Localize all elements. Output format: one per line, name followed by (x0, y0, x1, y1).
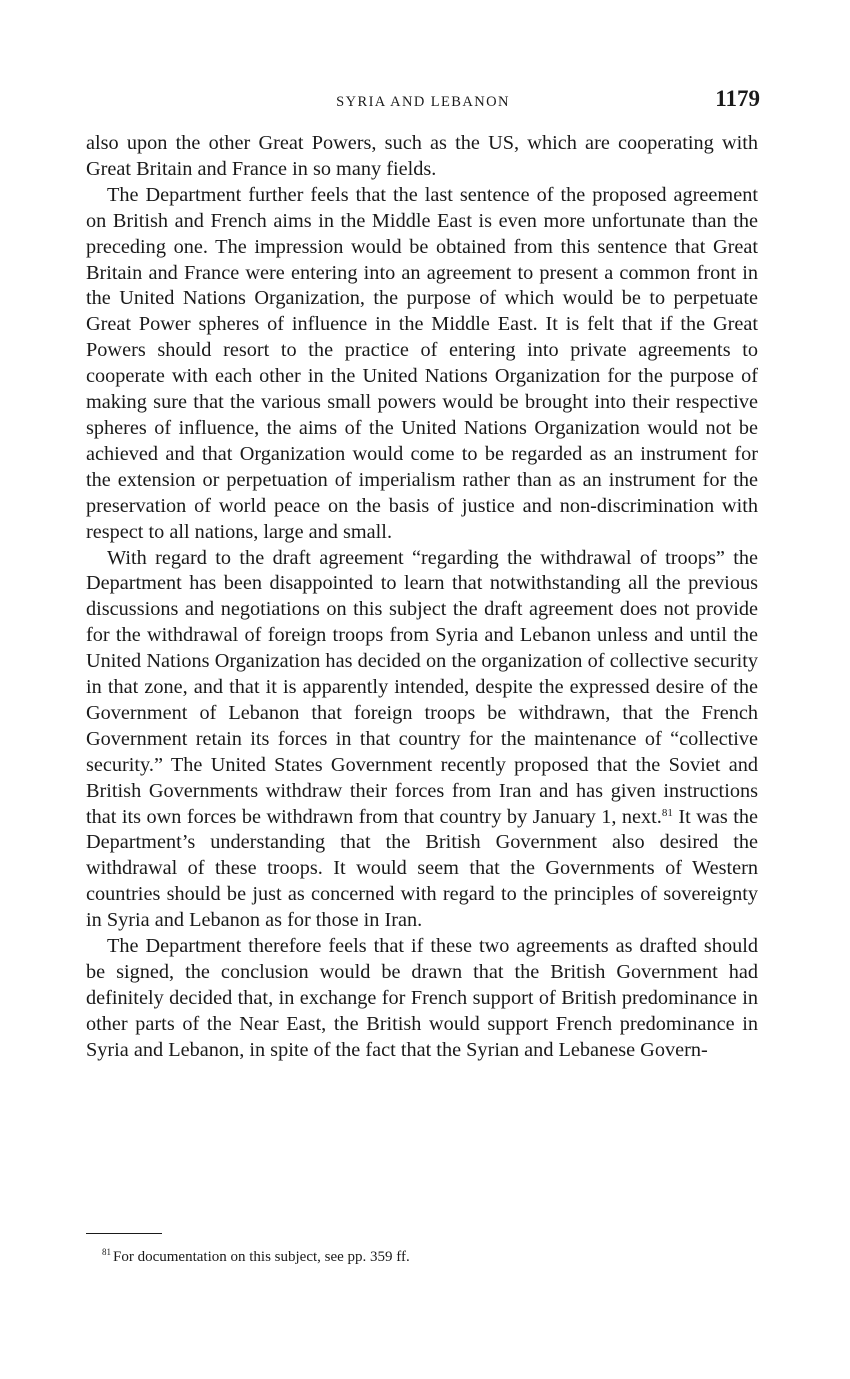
running-head: SYRIA AND LEBANON (336, 94, 510, 110)
paragraph-middle-east-agreement: The Department further feels that the last sentence of the proposed agreement on British and French aims in the Middle East is even more unfortunate than the preceding one. The impression would be obtained from this sentence that Great Britain and France were entering into an agreement to present a common front in the United Nations Organization, the purpose of which would be to perpetuate Great Power spheres of influence in the Middle East. It is felt that if the Great Powers should resort to the practice of entering into private agreements to cooperate with each other in the United Nations Organization for the purpose of making sure that the various small powers would be brought into their respective spheres of influence, the aims of the United Nations Organization would not be achieved and that Organization would come to be regarded as an instrument for the extension or perpetuation of imperialism rather than as an instrument for the preservation of world peace on the basis of justice and non-discrimination with respect to all nations, large and small. (86, 183, 758, 543)
footnote-reference: 81 (661, 806, 673, 819)
paragraph-conclusion: The Department therefore feels that if these two agreements as drafted should be signed, the conclusion would be drawn that the British Government had definitely decided that, in exchange for French support of British predominance in other parts of the Near East, the British would support French predominance in Syria and Lebanon, in spite of the fact that the Syrian and Lebanese Govern- (86, 935, 758, 1061)
paragraph-withdrawal-text: With regard to the draft agreement “regarding the withdrawal of troops” the Department has been disappointed to learn that notwithstanding all the previous discussions and negotiations on this subject the draft agreement does not provide for the withdrawal of foreign troops from Syria and Lebanon unless and until the United Nations Organization has decided on the organization of collective security in that zone, and that it is apparently intended, despite the expressed desire of the Government of Lebanon that foreign troops be withdrawn, that the French Government retain its forces in that country for the maintenance of “collective security.” The United States Government recently proposed that the Soviet and British Governments withdraw their forces from Iran and has given instructions that its own forces be withdrawn from that country by January 1, next. (86, 546, 758, 828)
page-number: 1179 (715, 86, 760, 111)
footnote-text: For documentation on this subject, see pp. 359 ff. (113, 1249, 410, 1265)
paragraph-withdrawal-text-continued: It was the Department’s understanding that the British Government also desired the withdrawal of these troops. It would seem that the Governments of Western countries should be just as concerned with regard to the principles of sovereignty in Syria and Lebanon as for those in Iran. (86, 805, 758, 932)
paragraph-withdrawal-of-troops (86, 546, 758, 935)
paragraph-continuation: also upon the other Great Powers, such as the US, which are cooperating with Great Britain and France in so many fields. (86, 132, 758, 180)
body-text (86, 131, 758, 1064)
footnote-marker: 81 (102, 1247, 111, 1257)
footnote-divider (86, 1233, 162, 1234)
footnote (102, 1247, 742, 1267)
page-header (86, 86, 760, 116)
